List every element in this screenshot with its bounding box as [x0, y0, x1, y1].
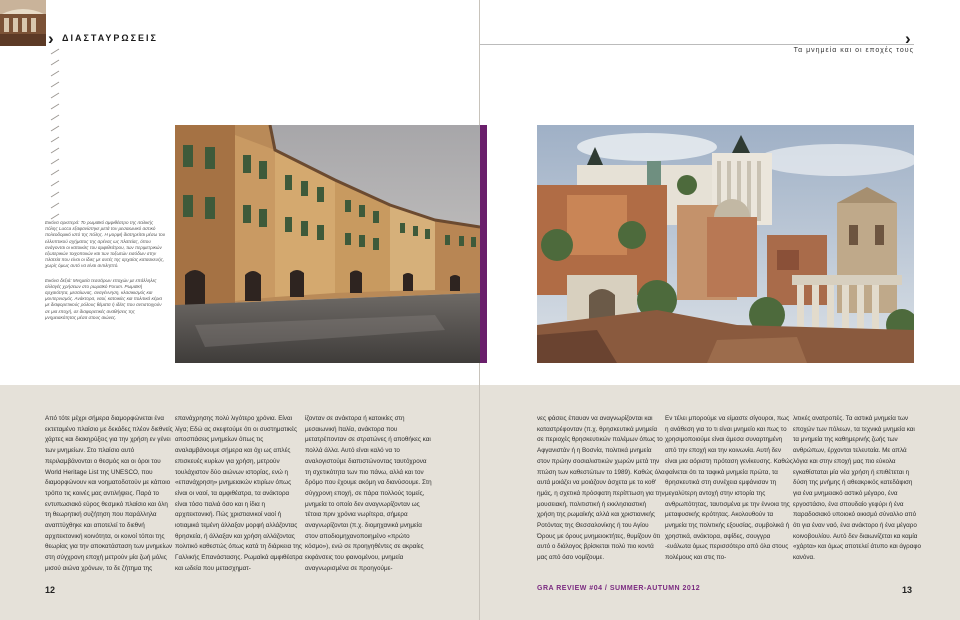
slash-marks-icon [50, 48, 62, 220]
text-column-3: ίζονταν σε ανάκτορα ή κατοικίες στη μεσαιωνική Ιταλία, ανάκτορα που μετατρέπονταν σε στρατώνες ή αποθήκες και πολλά άλλα. Αυτό είναι καλό να το αναλογιστούμε διαπιστώνοντας ταυτόχρονα τη σχετικότητα των πιο πάνω, αλλά και τον δρόμο που έχουμε ακόμη να διανύσουμε. Στη σύγχρονη εποχή, σε πάρα πολλούς τομείς, μνημεία το οποίο δεν αναγνωρίζονταν ως τέτοια πριν χρόνια νωρίτερα, σήμερα αναγνωρίζονται (π.χ. διομηχανικά μνημεία στον αποδιομηχανοποιημένο «πρώτο κόσμο»), ενώ σε προηγηθέντες σε ακραίες εκφάνσεις του φαινομένου, μνημεία αναγνωρισμένα σε προηγούμε- [305, 415, 432, 572]
text-column-6: λιτικές ανατροπές. Τα αστικά μνημεία των εποχών των πόλεων, τα τεχνικά μνημεία και τα μνημεία της καθημερινής ζωής των ανθρώπων, έρχονται τελευταία. Με απλά λόγια και στην εποχή μας πιο εύκολα εγκαθίσταται μία νέα χρήση ή επιθέτεται η δύση της μνήμης ή αθεακρικός κατεδάφιση για ένα μνημειακό αστικό μέγαρο, ένα εργοστάσιο, ένα σπουδαίο γεφύρι ή ένα παραδοσιακό υποιοκό οικισμό σύναλλο από ότι για έναν ναό, ένα ανάκτορο ή ένα μέγαρο κοινοβουλίου. Αυτό δεν διαιωνίζεται κα καμία «χάρτα» και όμως αποτελεί άτυπο και άγραφο κανόνα. [793, 415, 921, 562]
decorative-slash-marks [50, 48, 62, 225]
caption-right-photo: Εικόνα δεξιά: Μνημεία τεσσάρων εποχών με επάλληλες αλλαγές χρήσεων στο ρωμαϊκό Forum. Ρωμαϊκή αρχαιότητα, μεσαίωνας, αναγέννηση, κλασικισμός και μοντερνισμός. Ανάκτορα, ναοί, κατοικίες και πολιτικά κέρια με διαφορετικούς ρόλους θέματα ή ιδέες που αντιστοιχούν σε μια εποχή, σε διαφορετικές αναθήσεις της μνημειακότητας μέσα στους αιώνες. [45, 277, 163, 320]
text-column-2: επανάχρησης πολύ λιγότερο χρόνια. Είναι λίγα; Εδώ ας σκεφτούμε ότι οι συστηματικές αποσπάσεις μνημείων όπως τις αναλαμβάνουμε σήμερα και όχι ως απλές επισκευές κυρίων για χρήση, μετρούν τουλάχιστον δύο αιώνων ιστορίας, ενώ η «επανάχρηση» μνημειακών κτιρίων όπως είναι οι ναοί, τα αμφιθέατρα, τα ανάκτορα είναι τόσο παλιά όσο και η ίδια η αρχιτεκτονική. Πώς χριστιανικοί ναοί ή ιοτιαμικά τεμένη άλλαξαν μορφή αλλάζοντας θρησκεία, ή άλλαξαν και χρήση αλλάζοντας πολιτικό καθεστώς όπως κατά τη διάρκεια της Γαλλικής Επανάστασης. Ρωμαϊκά αμφιθέατρα και ωδεία που μετασχηματ- [175, 415, 303, 572]
text-column-5: Εν τέλει μπορούμε να είμαστε σίγουροι, πως η ανάθεση για το τι είναι μνημείο και πως το χρησιμοποιούμε είναι άμεσα συναρτημένη από την εποχή και την κοινωνία. Αυτή δεν είναι μια αόριστη πρόταση γενίκευσης. Καθώς φαίνεται ότι τα ταφικά μνημεία πρώτα, τα θρησκευτικά στη συνέχεια εμφάνισαν τη μεγαλύτερη αντοχή στην ιστορία της ανθρωπότητας, ταυτισμένα με την έννοια της μεταφυσικής ιερότητας. Ακολουθούν τα μνημεία της πολιτικής εξουσίας, συμβολικά ή χρηστικά, ανάκτορα, αψίδες, σουγγρα -ευάλωτα όμως περισσότερο από όλα στους πολέμους και στις πο- [665, 415, 793, 562]
page-number-left: 12 [45, 585, 56, 595]
magazine-issue-label: GRA REVIEW #04 / SUMMER-AUTUMN 2012 [537, 585, 701, 592]
header-thumbnail-image [0, 0, 46, 46]
text-column-4: νες φάσεις έπαυαν να αναγνωρίζονται και καταστρέφονταν (π.χ. θρησκευτικά μνημεία σε περιοχές θρησκευτικών πολέμων όπως το Αφγανιστάν ή η Βοσνία, πολιτικά μνημεία στον πρώην σοσιαλιστικών χωρών μετά την πτώση των καθεστώτων το 1989). Καθώς όλα αυτά μοιάζει να μοιάζουν άσχετα με το κοθ' ημάς, η σχετικά πρόσφατη περίπτωση για την μουσειακή, πολιτιστική ή εκκλησιαστική χρήση της ρωμαϊκής αλλά και χριστιανικής Ροτόντας της Θεσσαλονίκης ή του Αγίου Όρους με όρους μνημειοκτήτες, θυμίζουν ότι αυτό ο διάλογος βρίσκεται πολύ πιο κοντά μας από όσο νομίζουμε. [537, 415, 665, 562]
text-column-1: Από τότε μέχρι σήμερα διαμορφώνεται ένα εκτεταμένο πλαίσιο με δεκάδες πλέον διεθνείς χάρτες και διακηρύξεις για την χρήση εν γένει των μνημείων. Στο πλαίσιο αυτό περιλαμβάνονται ο θεσμός και οι όροι του World Heritage List της UNESCO, που διαμορφώνουν και νοηματοδοτούν με κάποιο τρόπο τις κοινές μας αντιλήψεις. Παρά το εντυπωσιακό εύρος θεσμικό πλαίσιο και όλη τη θεωρητική συζήτηση που παράλληλα αναπτύχθηκε και αποτελεί το διεθνή αρχιτεκτονική κοινότητα, οι κοινοί τόποι της θεωρίας για την αποκατάσταση των μνημείων στη σύγχρονη εποχή μετρούν μία ζωή μόλις μισού αιώνα χρόνων, το δε ζήτημα της [45, 415, 173, 572]
photo-roman-forum [537, 125, 914, 363]
chevron-right-icon: › [48, 29, 54, 48]
section-title: ΔΙΑΣΤΑΥΡΩΣΕΙΣ [62, 33, 158, 43]
chevron-right-icon: › [905, 29, 911, 48]
header-rule [480, 44, 914, 45]
page-number-right: 13 [902, 585, 913, 595]
purple-accent-bar [480, 125, 487, 363]
photo-captions [45, 220, 167, 329]
photo-lucca-amphitheatre-piazza [175, 125, 480, 363]
page-subtitle: Τα μνημεία και οι εποχές τους [793, 47, 914, 54]
caption-left-photo: Εικόνα αριστερά: Το ρωμαϊκό αμφιθέατρο της ιταλικής πόλης Lucca εξαφανίστηκε μετά τον μεσαιωνικό αστικό πολεοδομικό ιστό της πόλης. Η μορφή διατηρείται μέσω του ελλειπτικού σχήματος της αρένας ως πλατείας, όπου ανάγονται οι κατοικίες του αμφιθεάτρου, των περιμετρικών εξωτερικών τοιχοποιιών και των τοξωτών εισόδων στην πλατεία που είναι οι ίδιες με αυτές της αρχαίας κατασκευής, χωρίς όμως αυτό να είναι αντιληπτό. [45, 220, 166, 269]
